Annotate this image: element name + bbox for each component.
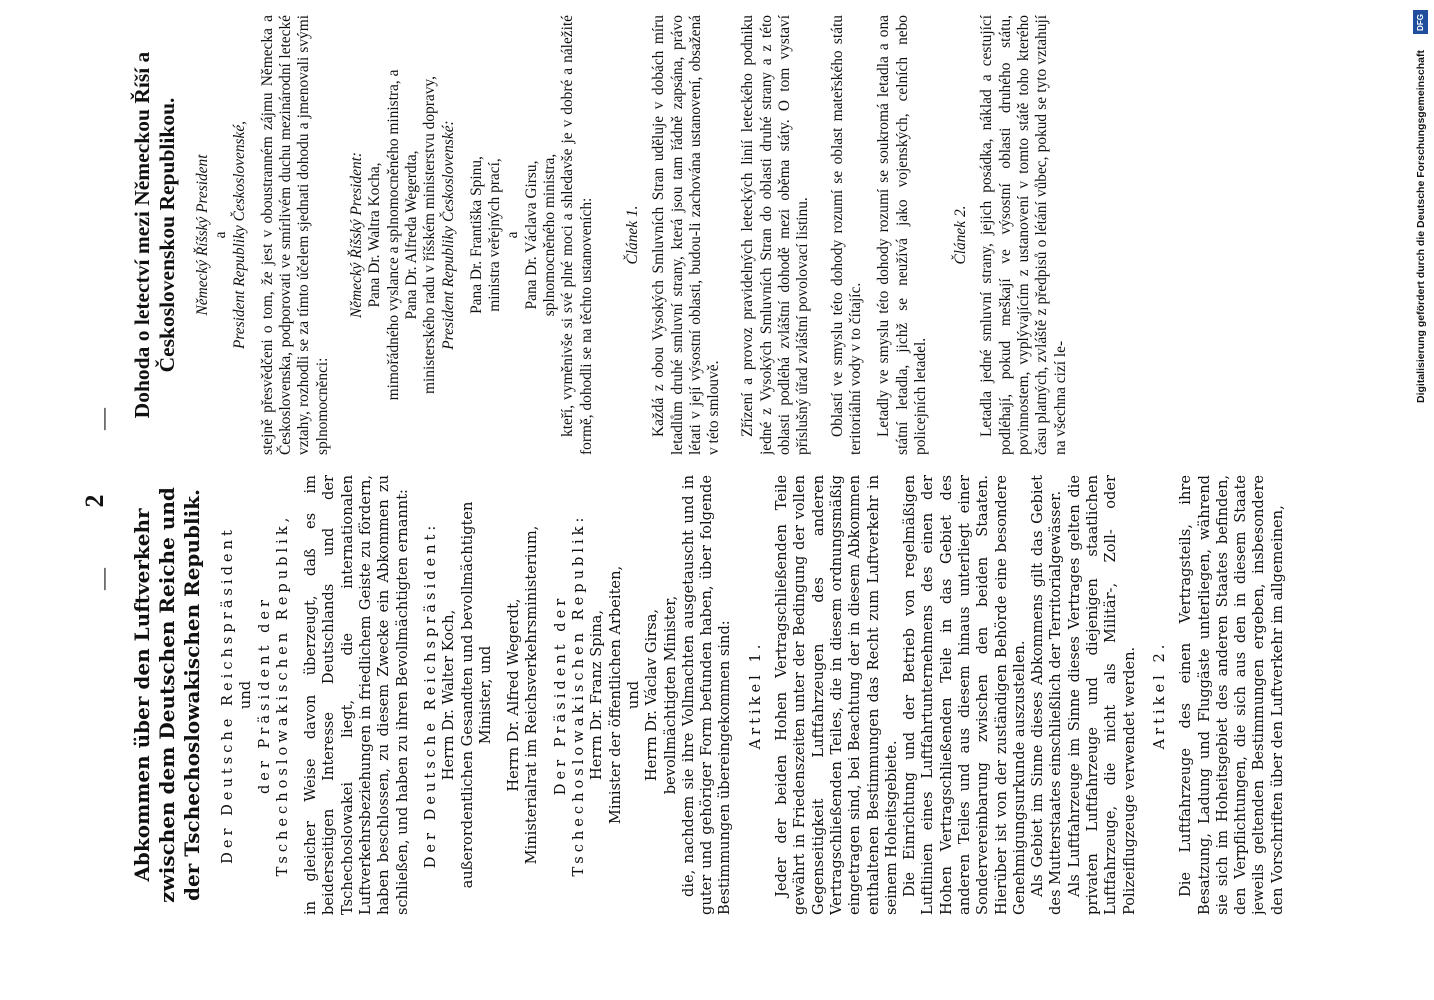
czech-article-1-para-2: Zřízení a provoz pravidelných leteckých linií leteckého podniku jedné z Vysokých Smluvních Stran do oblasti druhé strany a z této oblasti podléhá zvláštní dohodě mezi oběma státy. O tom vystaví příslušný úřad zvláštní povolovací listinu. — [739, 15, 812, 455]
czech-title: Dohoda o letectví mezi Německou Říší a Československou Republikou. — [130, 51, 179, 419]
czech-cs-title-1: ministra veřejných prací, — [486, 158, 504, 312]
german-article-1-para-4: Als Luftfahrzeuge im Sinne dieses Vertrages gelten die privaten Luftfahrzeuge und diejenigen staatlichen Luftfahrzeuge, die nicht als Militär-, Zoll- oder Polizeiflugzeuge verwendet werden. — [1065, 475, 1138, 915]
german-rp-name-1: Herrn Dr. Walter Koch, — [440, 609, 458, 781]
german-cs-name-1: Herrn Dr. Franz Spina, — [588, 610, 606, 780]
czech-article-2-para-1: Letadla jedné smluvní strany, jejich posádka, náklad a cestující podléhají, pokud meškají ve výsostní oblasti druhého státu, povinnostem, vyplývajícím z ustanovení v tomto státě toho kterého času platných, zvláště z předpisů o létání vůbec, pokud se tyto vztahují na všechna cizí le- — [978, 15, 1069, 455]
german-article-1-para-2: Die Einrichtung und der Betrieb von regelmäßigen Luftlinien eines Luftfahrtunternehmens des einen der Hohen Vertragschließenden Teile in das Gebiet des anderen Teiles und aus diesem hinaus unterliegt einer Sondervereinbarung zwischen den beiden Staaten. Hierüber ist von der zuständigen Behörde eine besondere Genehmigungsurkunde auszustellen. — [901, 475, 1028, 915]
german-rp-heading: Der Deutsche Reichspräsident: — [421, 521, 439, 869]
header-dash-left: — — [90, 568, 115, 590]
czech-cs-title-2: splnomocněného ministra, — [541, 153, 559, 317]
german-article-1-para-1: Jeder der beiden Hohen Vertragschließenden Teile gewährt in Friedenszeiten unter der Bedingung der vollen Gegenseitigkeit Luftfahrzeugen des anderen Vertragschließenden Teiles, die in diesem ordnungsmäßig eingetragen sind, bei Beachtung der in diesem Abkommen enthaltenen Bestimmungen das Recht zum Luftverkehr in seinem Hoheitsgebiete. — [773, 475, 900, 915]
german-article-2-para-1: Die Luftfahrzeuge des einen Vertragsteils, ihre Besatzung, Ladung und Fluggäste unterliegen, während sie sich im Hoheitsgebiet des anderen Staates befinden, den Verpflichtungen, die sich aus den in diesem Staate jeweils geltenden Bestimmungen ergeben, insbesondere den Vorschriften über den Luftverkehr im allgemeinen, — [1177, 475, 1286, 915]
czech-column — [130, 15, 1420, 455]
czech-rp-name-2: Pana Dr. Alfreda Wegerdta, — [402, 150, 420, 320]
czech-rp-name-1: Pana Dr. Waltra Kocha, — [366, 162, 384, 308]
german-cs-name-2: Herrn Dr. Václav Girsa, — [643, 608, 661, 782]
german-cs-title-1: Minister der öffentlichen Arbeiten, — [606, 565, 624, 825]
german-article-2-heading: Artikel 2. — [1150, 640, 1168, 750]
czech-party-1: Německý Říšský President — [194, 154, 211, 316]
german-title: Abkommen über den Luftverkehr zwischen dem Deutschen Reiche und der Tschechoslowakischen Republik. — [130, 487, 204, 903]
german-preamble: in gleicher Weise davon überzeugt, daß es im beiderseitigen Interesse Deutschlands und der Tschechoslowakei liegt, die internationalen Luftverkehrsbeziehungen in friedlichem Geiste zu fördern, haben beschlossen, zu diesem Zwecke ein Abkommen zu schließen, und haben zu ihren Bevollmächtigten ernannt: — [302, 475, 411, 915]
czech-rp-title-1: mimořádného vyslance a splnomocněného ministra, a — [384, 69, 402, 401]
czech-closing: kteří, vyměnivše si své plné moci a shledavše je v dobré a náležité formě, dohodli se na těchto ustanoveních: — [559, 15, 595, 455]
czech-article-1-para-4: Letadly ve smyslu této dohody rozumí se soukromá letadla a ona státní letadla, jichž se neužívá jako vojenských, celních nebo policejních letadel. — [875, 15, 929, 455]
czech-article-2-heading: Článek 2. — [952, 205, 970, 265]
czech-cs-heading: President Republiky Československé: — [439, 120, 457, 350]
czech-cs-name-2: Pana Dr. Václava Girsu, — [522, 160, 540, 310]
czech-preamble: stejně přesvědčeni o tom, že jest v oboustranném zájmu Německa a Československa, podporovati ve smírlivém duchu mezinárodní letecké vztahy, rozhodli se za tímto účelem sjednati dohodu a jmenovali svými splnomocněnci: — [258, 15, 331, 455]
german-rp-title-1: außerordentlichen Gesandten und bevollmächtigten Minister, und — [458, 501, 494, 889]
czech-party-2: President Republiky Československé, — [230, 120, 248, 350]
german-cs-title-2: bevollmächtigten Minister, — [661, 595, 679, 795]
czech-article-1-para-3: Oblastí ve smyslu této dohody rozumí se oblast mateřského státu teritoriální vody v to čítajíc. — [828, 15, 864, 455]
german-closing: die, nachdem sie ihre Vollmachten ausgetauscht und in guter und gehöriger Form befunden haben, über folgende Bestimmungen übereingekommen sind: — [679, 475, 734, 915]
header-dash-right: — — [90, 408, 115, 430]
czech-a-2: a — [504, 231, 522, 239]
german-rp-name-2: Herrn Dr. Alfred Wegerdt, — [505, 598, 523, 792]
czech-rp-heading: Německý Říšský President: — [348, 151, 366, 319]
dfg-logo: DFG — [1413, 10, 1428, 34]
page-header — [80, 0, 120, 1000]
german-article-1-heading: Artikel 1. — [746, 640, 764, 750]
german-rp-title-2: Ministerialrat im Reichsverkehrsministerium, — [523, 525, 541, 865]
czech-article-1-para-1: Každá z obou Vysokých Smluvních Stran uděluje v dobách míru letadlům druhé smluvní strany, která jsou tam řádně zapsána, právo létati v její výsostní oblasti, budou-li zachována ustanovení, obsažená v této smlouvě. — [650, 15, 723, 455]
german-und-1: und — [237, 680, 255, 710]
german-und-2: und — [624, 680, 642, 710]
digitization-note — [1412, 8, 1430, 993]
german-cs-heading: Der Präsident der Tschechoslowakischen Republik: — [551, 513, 588, 877]
czech-a-1: a — [212, 231, 230, 239]
german-article-1-para-3: Als Gebiet im Sinne dieses Abkommens gilt das Gebiet des Mutterstaates einschließlich der Territorialgewässer. — [1029, 475, 1065, 915]
german-column — [130, 475, 1420, 915]
german-party-1: Der Deutsche Reichspräsident — [219, 526, 236, 864]
czech-cs-name-1: Pana Dr. Františka Spinu, — [467, 156, 485, 314]
german-party-2: der Präsident der Tschechoslowakischen Republik, — [255, 513, 291, 877]
czech-article-1-heading: Článek 1. — [623, 205, 641, 265]
page-number: 2 — [80, 492, 109, 508]
czech-rp-title-2: ministerského radu v říšském ministerstvu dopravy, — [421, 76, 439, 394]
digitization-note-text: Digitalisierung gefördert durch die Deutsche Forschungsgemeinschaft — [1415, 50, 1427, 403]
